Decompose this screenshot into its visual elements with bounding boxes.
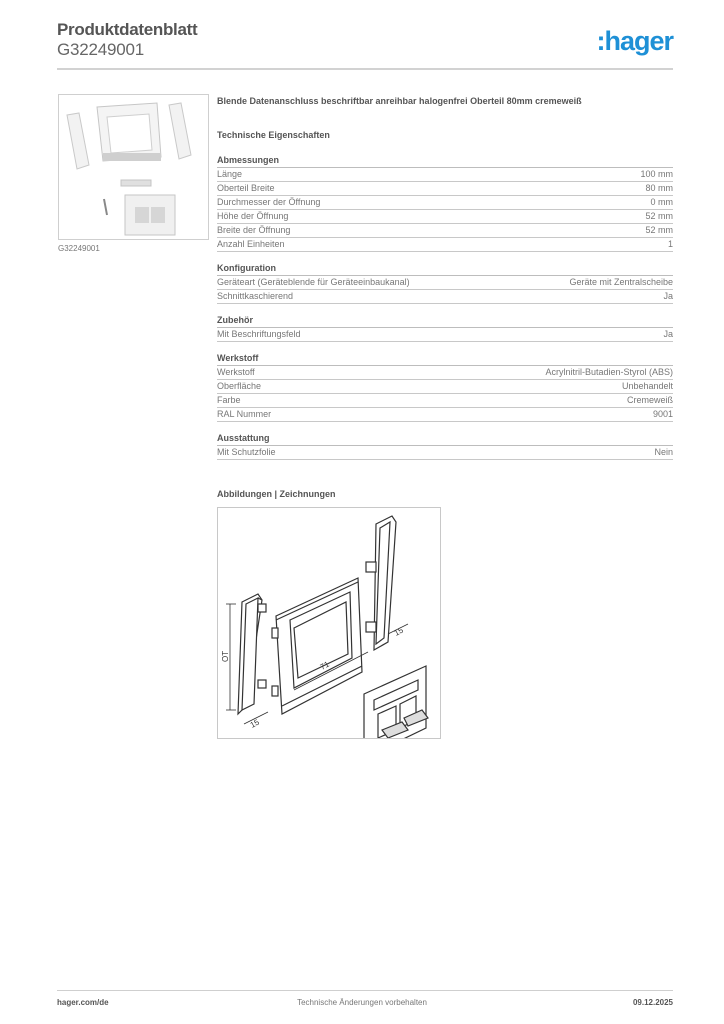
page-header — [57, 20, 673, 68]
product-details — [217, 96, 673, 460]
spec-row — [217, 168, 673, 182]
spec-label: Durchmesser der Öffnung — [217, 197, 321, 207]
spec-row — [217, 224, 673, 238]
spec-label: Länge — [217, 169, 243, 179]
footer-date: 09.12.2025 — [632, 998, 673, 1007]
spec-label: RAL Nummer — [217, 409, 272, 419]
spec-value: 1 — [667, 239, 673, 249]
document-title: Produktdatenblatt — [57, 20, 198, 39]
svg-text:OT: OT — [221, 650, 230, 662]
technical-properties-title: Technische Eigenschaften — [217, 130, 330, 140]
spec-group-title: Konfiguration — [217, 263, 673, 276]
spec-group-abmessungen — [217, 155, 673, 252]
technical-drawing — [217, 507, 441, 739]
footer-disclaimer: Technische Änderungen vorbehalten — [297, 998, 427, 1007]
spec-row — [217, 394, 673, 408]
exploded-drawing-icon — [218, 508, 440, 738]
spec-label: Schnittkaschierend — [217, 291, 294, 301]
spec-group-title: Werkstoff — [217, 353, 673, 366]
spec-row — [217, 290, 673, 304]
spec-value: Acrylnitril-Butadien-Styrol (ABS) — [545, 367, 673, 377]
spec-value: 100 mm — [640, 169, 673, 179]
spec-row — [217, 238, 673, 252]
footer-website: hager.com/de — [57, 998, 109, 1007]
spec-value: 52 mm — [645, 211, 673, 221]
thumbnail-caption: G32249001 — [58, 244, 100, 253]
svg-text:71: 71 — [318, 659, 331, 672]
spec-label: Mit Beschriftungsfeld — [217, 329, 301, 339]
spec-row — [217, 366, 673, 380]
spec-label: Mit Schutzfolie — [217, 447, 276, 457]
spec-value: Unbehandelt — [621, 381, 673, 391]
spec-group-konfiguration — [217, 263, 673, 304]
svg-text:15: 15 — [248, 717, 261, 730]
spec-row — [217, 408, 673, 422]
spec-label: Farbe — [217, 395, 241, 405]
spec-row — [217, 182, 673, 196]
spec-row — [217, 328, 673, 342]
footer-divider — [57, 990, 673, 991]
spec-value: 9001 — [652, 409, 673, 419]
figures-title: Abbildungen | Zeichnungen — [217, 489, 336, 499]
spec-value: Nein — [654, 447, 673, 457]
spec-row — [217, 380, 673, 394]
article-number: G32249001 — [57, 40, 145, 59]
spec-group-zubehoer — [217, 315, 673, 342]
spec-label: Breite der Öffnung — [217, 225, 291, 235]
spec-group-werkstoff — [217, 353, 673, 422]
svg-text:15: 15 — [392, 625, 405, 638]
spec-row — [217, 446, 673, 460]
product-description: Blende Datenanschluss beschriftbar anreihbar halogenfrei Oberteil 80mm cremeweiß — [217, 96, 582, 106]
spec-group-title: Zubehör — [217, 315, 673, 328]
spec-value: Ja — [663, 329, 673, 339]
spec-label: Werkstoff — [217, 367, 255, 377]
spec-label: Anzahl Einheiten — [217, 239, 285, 249]
product-thumbnail — [58, 94, 209, 240]
hager-logo: :hager — [596, 26, 673, 56]
spec-row — [217, 196, 673, 210]
product-photo-frame-icon — [59, 95, 208, 239]
spec-label: Geräteart (Geräteblende für Geräteeinbaukanal) — [217, 277, 410, 287]
spec-row — [217, 276, 673, 290]
spec-label: Oberfläche — [217, 381, 262, 391]
spec-value: 52 mm — [645, 225, 673, 235]
spec-value: 0 mm — [650, 197, 673, 207]
spec-group-title: Ausstattung — [217, 433, 673, 446]
spec-group-ausstattung — [217, 433, 673, 460]
spec-value: Ja — [663, 291, 673, 301]
spec-group-title: Abmessungen — [217, 155, 673, 168]
spec-value: Geräte mit Zentralscheibe — [569, 277, 673, 287]
spec-label: Oberteil Breite — [217, 183, 275, 193]
spec-value: 80 mm — [645, 183, 673, 193]
spec-value: Cremeweiß — [626, 395, 673, 405]
spec-row — [217, 210, 673, 224]
spec-label: Höhe der Öffnung — [217, 211, 289, 221]
header-divider — [57, 68, 673, 70]
